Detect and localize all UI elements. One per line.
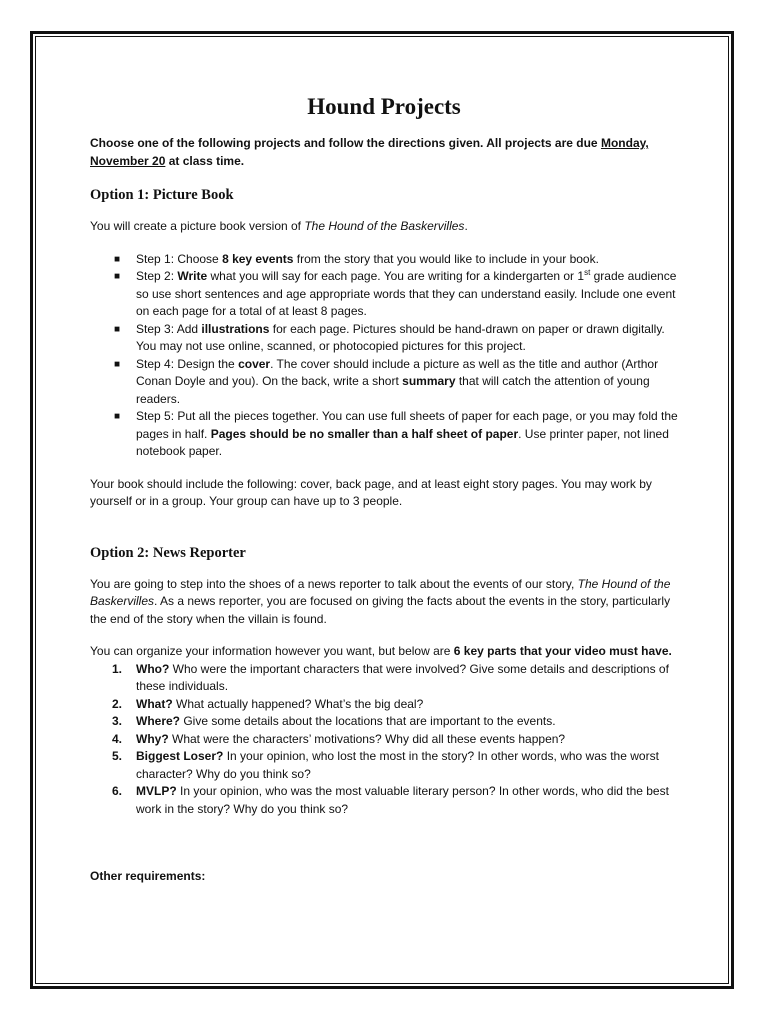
option2-lead	[90, 576, 678, 629]
part-label: MVLP?	[136, 784, 177, 798]
part-number: 5.	[112, 749, 123, 763]
organize-text: You can organize your information however you want, but below are	[90, 644, 454, 658]
step-bold: 8 key events	[222, 251, 294, 266]
step-bold: cover	[238, 356, 271, 371]
step-bold: illustrations	[201, 321, 270, 336]
option2-lead-pre: You are going to step into the shoes of a news reporter to talk about the events of our story,	[90, 576, 578, 591]
intro-text: Choose one of the following projects and follow the directions given. All projects are due	[90, 136, 601, 150]
bullet-icon: ■	[114, 411, 121, 422]
bullet-icon: ■	[114, 323, 121, 335]
part-label: Where?	[136, 714, 181, 728]
part-item	[90, 713, 678, 731]
option1-book-title: The Hound of the Baskervilles	[304, 219, 465, 233]
part-text: In your opinion, who was the most valuable literary person? In other words, who did the best work in the story? Why do you think so?	[136, 784, 669, 816]
option2-lead-post: . As a news reporter, you are focused on giving the facts about the events in the story, particularly the end of the story when the villain is found.	[90, 594, 671, 626]
option2-parts	[90, 661, 678, 819]
option1-lead	[90, 218, 678, 236]
step-text: Step 3: Add	[136, 321, 202, 336]
part-item	[90, 748, 678, 783]
step-text: . Use printer paper, not lined notebook paper.	[136, 426, 669, 458]
step-text: that will catch the attention of young readers.	[136, 374, 650, 406]
step-text: Step 2:	[136, 269, 178, 283]
other-requirements-heading: Other requirements:	[90, 869, 206, 883]
bullet-icon: ■	[114, 271, 121, 282]
part-text: Give some details about the locations that are important to the events.	[180, 714, 556, 728]
step-text: from the story that you would like to include in your book.	[293, 251, 599, 266]
part-label: Why?	[136, 731, 169, 746]
part-number: 2.	[112, 696, 123, 711]
part-item	[90, 661, 678, 696]
option1-lead-post: .	[464, 219, 468, 233]
part-text: Who were the important characters that were involved? Give some details and descriptions of these individuals.	[136, 661, 669, 693]
bullet-icon: ■	[114, 358, 121, 370]
step-item	[90, 321, 678, 356]
part-text: What actually happened? What’s the big deal?	[172, 696, 424, 711]
option1-steps	[90, 251, 678, 461]
part-item	[90, 696, 678, 714]
part-number: 3.	[112, 714, 123, 728]
step-bold: Write	[177, 269, 208, 283]
part-item	[90, 731, 678, 749]
step-text: what you will say for each page. You are writing for a kindergarten or 1	[207, 269, 585, 283]
step-text: grade audience so use short sentences and age appropriate words that they can understand easily. Include one event on each page for a total of at least 8 pages.	[136, 269, 677, 318]
option1-heading: Option 1: Picture Book	[90, 187, 234, 203]
step-item	[90, 356, 678, 409]
step-bold: Pages should be no smaller than a half sheet of paper	[210, 426, 519, 441]
document-body	[90, 92, 678, 886]
step-text: for each page. Pictures should be hand-drawn on paper or drawn digitally. You may not use online, scanned, or photocopied pictures for this project.	[136, 321, 665, 353]
option2-book-title: The Hound of the Baskervilles	[90, 576, 671, 608]
step-text: . The cover should include a picture as well as the title and author (Arthor Conan Doyle and you). On the back, write a short	[136, 356, 659, 388]
option1-closing: Your book should include the following: cover, back page, and at least eight story pages. You may work by yourself or in a group. Your group can have up to 3 people.	[90, 476, 652, 508]
part-item	[90, 783, 678, 818]
step-sup: st	[584, 268, 591, 277]
document-title: Hound Projects	[307, 94, 461, 119]
part-label: Who?	[136, 661, 170, 676]
step-item	[90, 408, 678, 461]
step-text: Step 1: Choose	[136, 251, 223, 266]
step-item	[90, 268, 678, 321]
intro-paragraph	[90, 135, 678, 170]
part-label: What?	[136, 696, 173, 711]
part-text: What were the characters’ motivations? Why did all these events happen?	[168, 731, 566, 746]
step-text: Step 4: Design the	[136, 356, 239, 371]
part-text: In your opinion, who lost the most in the story? In other words, who was the worst character? Why do you think so?	[136, 749, 659, 781]
step-text: Step 5: Put all the pieces together. You can use full sheets of paper for each page, or you may fold the pages in half.	[136, 409, 678, 441]
step-item	[90, 251, 678, 269]
option2-organize	[90, 643, 678, 661]
due-date: Monday, November 20	[90, 136, 649, 168]
intro-suffix: at class time.	[165, 153, 245, 168]
option1-lead-pre: You will create a picture book version of	[90, 219, 305, 233]
bullet-icon: ■	[114, 253, 121, 265]
part-number: 1.	[112, 661, 123, 676]
part-number: 4.	[112, 731, 123, 746]
part-number: 6.	[112, 784, 123, 798]
step-bold: summary	[402, 374, 456, 388]
option2-heading: Option 2: News Reporter	[90, 544, 246, 561]
organize-bold: 6 key parts that your video must have.	[453, 644, 672, 658]
part-label: Biggest Loser?	[136, 749, 224, 763]
